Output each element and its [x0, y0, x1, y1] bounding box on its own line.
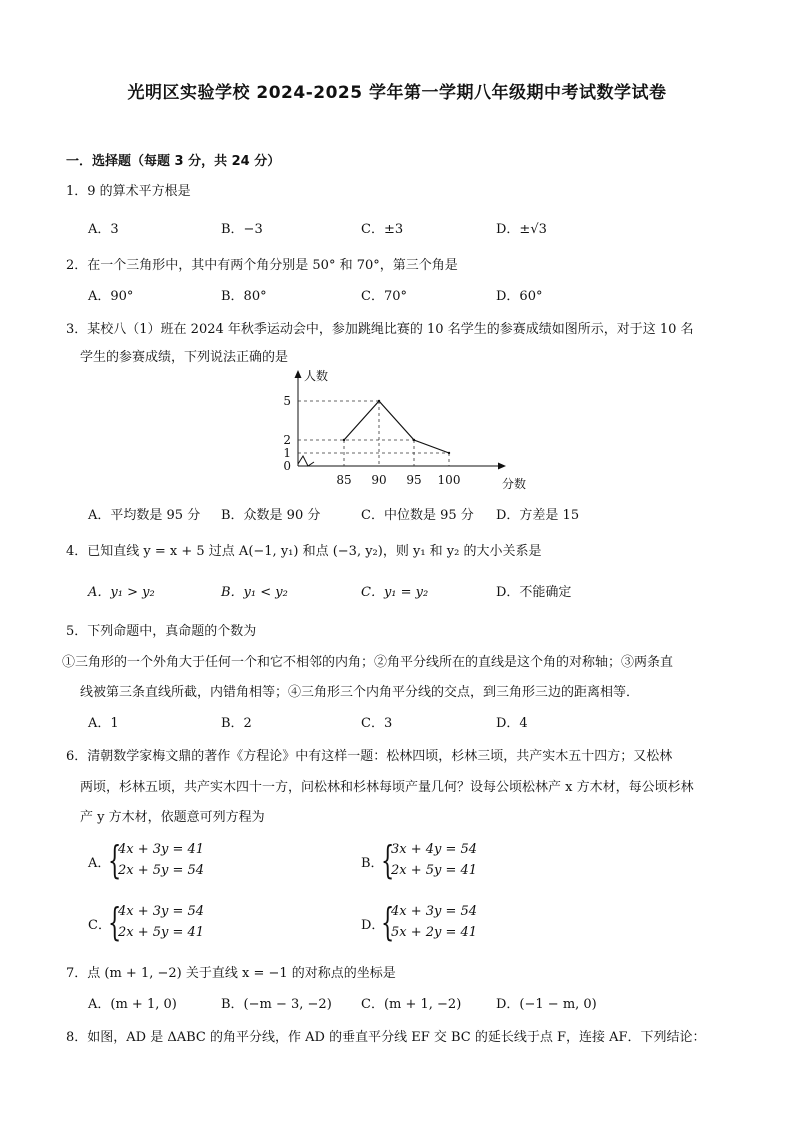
y-axis-arrow-icon — [295, 370, 302, 378]
q3-options — [0, 504, 794, 522]
q3-option-a: A．平均数是 95 分 — [88, 508, 201, 523]
q7-option-a: A．(m + 1, 0) — [88, 997, 177, 1012]
q6-line1: 6．清朝数学家梅文鼎的著作《方程论》中有这样一题：松林四顷，杉林三顷，共产实木五十四方；又松林 — [66, 749, 673, 764]
q7-option-d: D．(−1 − m, 0) — [496, 997, 597, 1012]
y-tick-label: 2 — [283, 433, 291, 447]
q6-option-d-eq2: 5x + 2y = 41 — [391, 925, 478, 940]
brace-icon: { — [108, 838, 122, 882]
q6-option-c-label: C． — [88, 918, 111, 933]
q2-option-a: A．90° — [88, 289, 134, 304]
q4-options — [0, 581, 794, 599]
y-tick-label: 1 — [283, 446, 291, 460]
q1-stem: 1．9 的算术平方根是 — [66, 184, 191, 199]
data-point — [343, 439, 345, 441]
data-point — [413, 439, 415, 441]
q1-options — [0, 218, 794, 236]
q4-option-c: C．y₁ = y₂ — [361, 585, 429, 600]
q5-option-a: A．1 — [88, 716, 119, 731]
q5-option-d: D．4 — [496, 716, 528, 731]
brace-icon: { — [381, 900, 395, 944]
q1-option-c: C．±3 — [361, 222, 404, 237]
axis-break-mark — [298, 456, 314, 466]
x-tick-label: 90 — [371, 473, 387, 487]
q3-option-c: C．中位数是 95 分 — [361, 508, 474, 523]
data-point — [378, 400, 380, 402]
q6-option-b-label: B． — [361, 856, 384, 871]
q2-option-c: C．70° — [361, 289, 407, 304]
q2-options — [0, 285, 794, 303]
x-axis-label: 分数 — [502, 477, 527, 491]
section-heading: 一．选择题（每题 3 分，共 24 分） — [66, 154, 281, 169]
q2-option-d: D．60° — [496, 289, 543, 304]
q7-option-b: B．(−m − 3, −2) — [221, 997, 332, 1012]
q6-option-b-eq2: 2x + 5y = 41 — [391, 863, 478, 878]
q4-option-a: A．y₁ > y₂ — [88, 585, 155, 600]
q3-option-b: B．众数是 90 分 — [221, 508, 321, 523]
q5-stem: 5．下列命题中，真命题的个数为 — [66, 624, 257, 639]
q5-line2: 线被第三条直线所截，内错角相等；④三角形三个内角平分线的交点，到三角形三边的距离相等． — [80, 685, 640, 700]
q6-line2: 两顷，杉林五顷，共产实木四十一方，问松林和杉林每顷产量几何？设每公顷松林产 x 方木材，每公顷杉林 — [80, 780, 694, 795]
q4-option-d: D．不能确定 — [496, 585, 572, 600]
q5-option-b: B．2 — [221, 716, 252, 731]
q3-stem-line2: 学生的参赛成绩，下列说法正确的是 — [80, 350, 289, 365]
score-line-chart — [272, 366, 532, 496]
data-point — [448, 452, 450, 454]
x-axis-arrow-icon — [498, 463, 506, 470]
q6-option-a-eq1: 4x + 3y = 41 — [118, 842, 205, 857]
series-line — [344, 401, 449, 453]
q6-option-c-eq2: 2x + 5y = 41 — [118, 925, 205, 940]
x-tick-label: 95 — [406, 473, 422, 487]
q2-option-b: B．80° — [221, 289, 267, 304]
q3-stem-line1: 3．某校八（1）班在 2024 年秋季运动会中，参加跳绳比赛的 10 名学生的参赛成绩如图所示，对于这 10 名 — [66, 322, 694, 337]
q6-option-a-eq2: 2x + 5y = 54 — [118, 863, 205, 878]
q6-option-b-eq1: 3x + 4y = 54 — [391, 842, 478, 857]
q1-option-a: A．3 — [88, 222, 119, 237]
x-tick-label: 100 — [437, 473, 461, 487]
q6-option-c-eq1: 4x + 3y = 54 — [118, 904, 205, 919]
brace-icon: { — [381, 838, 395, 882]
q6-option-d-label: D． — [361, 918, 385, 933]
q6-line3: 产 y 方木材，依题意可列方程为 — [80, 810, 265, 825]
q3-option-d: D．方差是 15 — [496, 508, 580, 523]
x-tick-label: 85 — [336, 473, 352, 487]
q4-option-b: B．y₁ < y₂ — [221, 585, 288, 600]
q5-option-c: C．3 — [361, 716, 393, 731]
q7-stem: 7．点 (m + 1, −2) 关于直线 x = −1 的对称点的坐标是 — [66, 966, 396, 981]
q7-options — [0, 993, 794, 1011]
q8-stem: 8．如图，AD 是 ΔABC 的角平分线，作 AD 的垂直平分线 EF 交 BC 的延长线于点 F，连接 AF．下列结论： — [66, 1030, 706, 1045]
page-title: 光明区实验学校 2024-2025 学年第一学期八年级期中考试数学试卷 — [127, 83, 667, 103]
q1-option-b: B．−3 — [221, 222, 263, 237]
q2-stem: 2．在一个三角形中，其中有两个角分别是 50° 和 70°，第三个角是 — [66, 258, 458, 273]
q4-stem: 4．已知直线 y = x + 5 过点 A(−1, y₁) 和点 (−3, y₂)，则 y₁ 和 y₂ 的大小关系是 — [66, 544, 542, 559]
q6-option-a-label: A． — [88, 856, 111, 871]
q6-option-d-eq1: 4x + 3y = 54 — [391, 904, 478, 919]
y-axis-label: 人数 — [304, 369, 329, 383]
y-tick-label: 5 — [283, 394, 291, 408]
y-tick-label: 0 — [283, 459, 291, 473]
q1-option-d: D．±√3 — [496, 222, 547, 237]
brace-icon: { — [108, 900, 122, 944]
q7-option-c: C．(m + 1, −2) — [361, 997, 462, 1012]
q5-line1: ①三角形的一个外角大于任何一个和它不相邻的内角；②角平分线所在的直线是这个角的对称轴；③两条直 — [62, 655, 674, 670]
q5-options — [0, 712, 794, 730]
